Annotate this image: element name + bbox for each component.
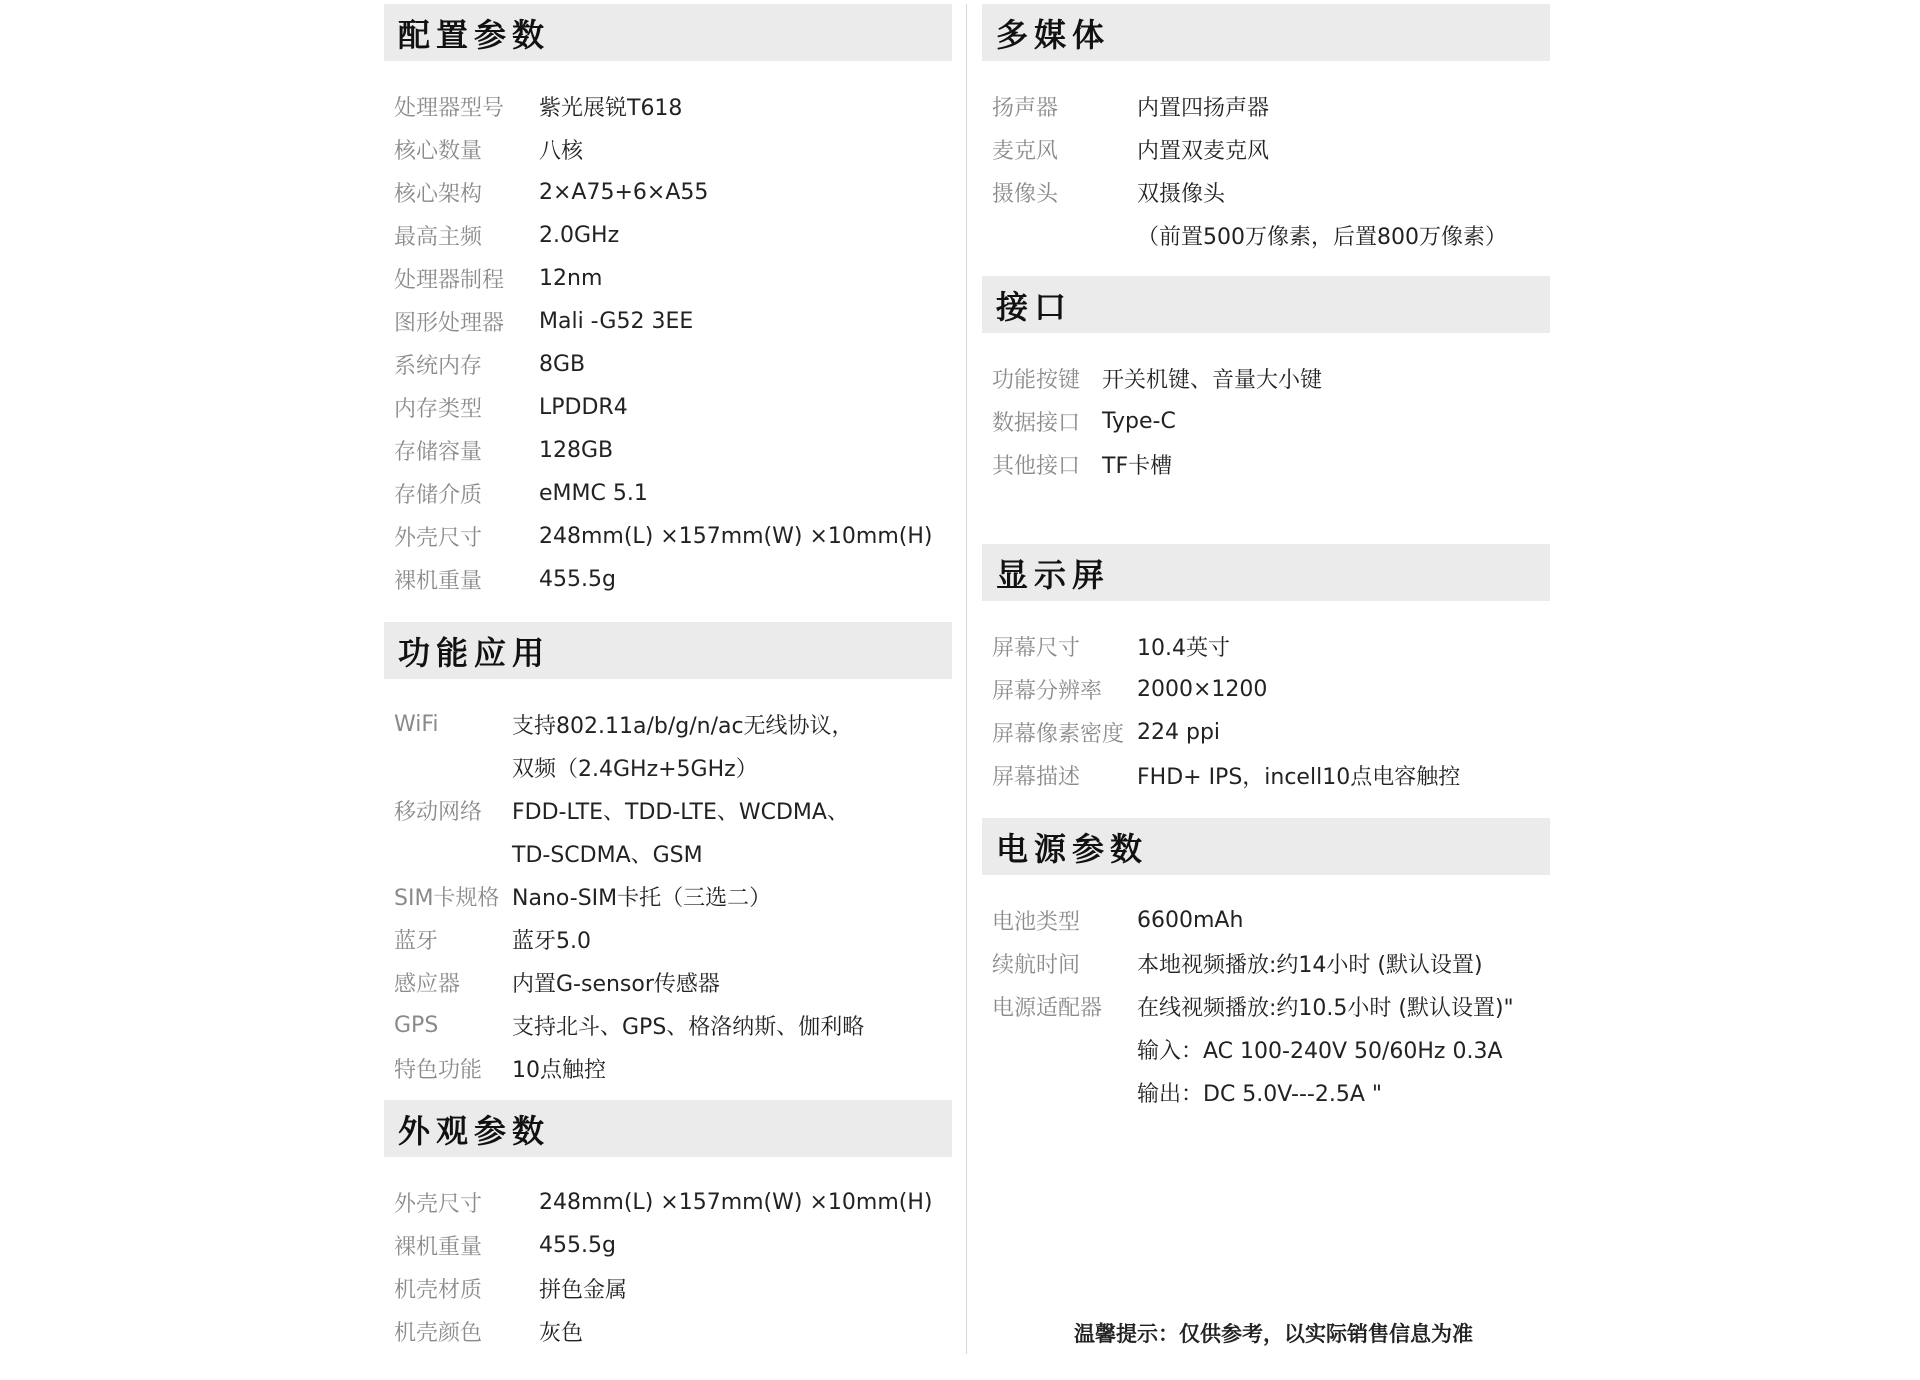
- spec-label: 图形处理器: [394, 311, 505, 336]
- spec-row: [384, 1267, 952, 1310]
- spec-row: [982, 942, 1550, 985]
- column-divider: [966, 4, 967, 1354]
- spec-value: 455.5g: [539, 1233, 616, 1258]
- section-title-ports: 接口: [996, 287, 1073, 326]
- disclaimer-notice: 温馨提示：仅供参考，以实际销售信息为准: [1074, 1322, 1473, 1346]
- spec-label: GPS: [394, 1013, 439, 1038]
- spec-row: [384, 343, 952, 386]
- section-features: [384, 622, 952, 1090]
- spec-row: [384, 1004, 952, 1047]
- spec-label: 扬声器: [992, 96, 1059, 121]
- spec-value: 支持802.11a/b/g/n/ac无线协议，: [512, 714, 854, 739]
- spec-row: [982, 754, 1550, 797]
- spec-label: 感应器: [394, 972, 461, 997]
- spec-value: 开关机键、音量大小键: [1102, 368, 1323, 393]
- spec-value: 蓝牙5.0: [512, 929, 591, 954]
- spec-row: [384, 128, 952, 171]
- spec-value: 支持北斗、GPS、格洛纳斯、伽利略: [512, 1015, 865, 1040]
- spec-value: Mali -G52 3EE: [539, 309, 694, 334]
- spec-list-multimedia: [982, 85, 1550, 257]
- spec-row: [982, 668, 1550, 711]
- spec-value: FDD-LTE、TDD-LTE、WCDMA、: [512, 800, 849, 825]
- spec-value: 2×A75+6×A55: [539, 180, 709, 205]
- spec-label: 存储容量: [394, 440, 483, 465]
- spec-value: 2000×1200: [1137, 677, 1268, 702]
- section-header-display: [982, 544, 1550, 601]
- section-title-display: 显示屏: [996, 555, 1111, 594]
- spec-value: （前置500万像素，后置800万像素）: [1137, 225, 1507, 250]
- spec-label: 外壳尺寸: [394, 1192, 483, 1217]
- spec-value: 6600mAh: [1137, 908, 1244, 933]
- spec-label: SIM卡规格: [394, 886, 500, 911]
- spec-value: 紫光展锐T618: [539, 96, 683, 121]
- spec-value: 输出：DC 5.0V---2.5A ": [1137, 1082, 1383, 1107]
- spec-value: 224 ppi: [1137, 720, 1221, 745]
- section-header-power: [982, 818, 1550, 875]
- spec-value: Type-C: [1102, 409, 1176, 434]
- spec-label: 存储介质: [394, 483, 483, 508]
- spec-label: 麦克风: [992, 139, 1059, 164]
- section-power: [982, 818, 1550, 1114]
- spec-row: [384, 1224, 952, 1267]
- spec-row: [982, 711, 1550, 754]
- spec-label: 裸机重量: [394, 1235, 483, 1260]
- section-header-config: [384, 4, 952, 61]
- section-multimedia: [982, 4, 1550, 257]
- spec-value: 10点触控: [512, 1058, 606, 1083]
- spec-value: FHD+ IPS，incell10点电容触控: [1137, 765, 1461, 790]
- spec-row: [384, 789, 952, 832]
- section-title-config: 配置参数: [398, 15, 551, 54]
- spec-value: 内置四扬声器: [1137, 96, 1270, 121]
- spec-row: [384, 300, 952, 343]
- spec-value: 本地视频播放:约14小时 (默认设置): [1137, 953, 1483, 978]
- spec-value: 内置双麦克风: [1137, 139, 1270, 164]
- spec-label: 屏幕尺寸: [992, 636, 1081, 661]
- spec-label: 特色功能: [394, 1058, 483, 1083]
- spec-label: 屏幕像素密度: [992, 722, 1125, 747]
- section-config: [384, 4, 952, 601]
- spec-value: 拼色金属: [539, 1278, 628, 1303]
- spec-value: 128GB: [539, 438, 614, 463]
- spec-row: [384, 257, 952, 300]
- section-title-multimedia: 多媒体: [996, 15, 1111, 54]
- spec-label: 数据接口: [992, 411, 1081, 436]
- spec-row: [384, 918, 952, 961]
- spec-row: [982, 1028, 1550, 1071]
- spec-row: [384, 386, 952, 429]
- spec-row: [982, 214, 1550, 257]
- spec-value: 455.5g: [539, 567, 616, 592]
- spec-value: TF卡槽: [1102, 454, 1173, 479]
- spec-value: TD-SCDMA、GSM: [512, 843, 703, 868]
- spec-list-config: [384, 85, 952, 601]
- spec-row: [384, 515, 952, 558]
- section-title-appearance: 外观参数: [398, 1111, 551, 1150]
- spec-row: [384, 703, 952, 746]
- section-title-features: 功能应用: [398, 633, 551, 672]
- spec-row: [982, 443, 1550, 486]
- spec-row: [982, 357, 1550, 400]
- spec-row: [982, 85, 1550, 128]
- spec-row: [982, 899, 1550, 942]
- spec-row: [982, 985, 1550, 1028]
- spec-row: [384, 429, 952, 472]
- section-title-power: 电源参数: [996, 829, 1149, 868]
- spec-row: [982, 400, 1550, 443]
- spec-label: 电源适配器: [992, 996, 1103, 1021]
- spec-row: [384, 832, 952, 875]
- spec-row: [384, 558, 952, 601]
- spec-row: [384, 1181, 952, 1224]
- spec-label: 机壳颜色: [394, 1321, 483, 1346]
- spec-label: 摄像头: [992, 182, 1059, 207]
- spec-list-ports: [982, 357, 1550, 486]
- section-ports: [982, 276, 1550, 486]
- spec-label: 功能按键: [992, 368, 1081, 393]
- spec-value: 在线视频播放:约10.5小时 (默认设置)": [1137, 996, 1514, 1021]
- spec-label: 核心数量: [394, 139, 483, 164]
- spec-label: 屏幕描述: [992, 765, 1081, 790]
- spec-value: 双频（2.4GHz+5GHz）: [512, 757, 758, 782]
- section-header-multimedia: [982, 4, 1550, 61]
- spec-row: [384, 472, 952, 515]
- spec-list-features: [384, 703, 952, 1090]
- spec-row: [384, 214, 952, 257]
- spec-row: [982, 128, 1550, 171]
- spec-value: 内置G-sensor传感器: [512, 972, 720, 997]
- spec-label: 蓝牙: [394, 929, 439, 954]
- spec-label: 机壳材质: [394, 1278, 483, 1303]
- spec-row: [384, 85, 952, 128]
- spec-value: 8GB: [539, 352, 586, 377]
- spec-row: [384, 961, 952, 1004]
- spec-label: 屏幕分辨率: [992, 679, 1103, 704]
- spec-value: 12nm: [539, 266, 603, 291]
- spec-label: 续航时间: [992, 953, 1081, 978]
- spec-label: 裸机重量: [394, 569, 483, 594]
- spec-label: WiFi: [394, 712, 439, 737]
- spec-row: [982, 625, 1550, 668]
- spec-value: 248mm(L) ×157mm(W) ×10mm(H): [539, 1190, 933, 1215]
- spec-label: 外壳尺寸: [394, 526, 483, 551]
- spec-label: 内存类型: [394, 397, 483, 422]
- spec-row: [384, 1047, 952, 1090]
- spec-value: LPDDR4: [539, 395, 628, 420]
- section-display: [982, 544, 1550, 797]
- spec-list-display: [982, 625, 1550, 797]
- section-header-appearance: [384, 1100, 952, 1157]
- spec-value: 10.4英寸: [1137, 636, 1230, 661]
- spec-value: 八核: [539, 139, 584, 164]
- spec-label: 核心架构: [394, 182, 483, 207]
- spec-value: 双摄像头: [1137, 182, 1226, 207]
- spec-label: 电池类型: [992, 910, 1081, 935]
- spec-row: [982, 1071, 1550, 1114]
- spec-row: [384, 875, 952, 918]
- spec-value: eMMC 5.1: [539, 481, 648, 506]
- spec-row: [384, 171, 952, 214]
- spec-label: 移动网络: [394, 800, 483, 825]
- spec-label: 处理器型号: [394, 96, 505, 121]
- spec-list-power: [982, 899, 1550, 1114]
- spec-label: 系统内存: [394, 354, 483, 379]
- spec-value: 2.0GHz: [539, 223, 620, 248]
- spec-label: 最高主频: [394, 225, 483, 250]
- spec-value: 灰色: [539, 1321, 584, 1346]
- spec-row: [982, 171, 1550, 214]
- spec-list-appearance: [384, 1181, 952, 1353]
- section-appearance: [384, 1100, 952, 1353]
- section-header-ports: [982, 276, 1550, 333]
- spec-label: 处理器制程: [394, 268, 505, 293]
- spec-label: 其他接口: [992, 454, 1081, 479]
- spec-row: [384, 746, 952, 789]
- spec-value: 248mm(L) ×157mm(W) ×10mm(H): [539, 524, 933, 549]
- spec-value: 输入：AC 100-240V 50/60Hz 0.3A: [1137, 1039, 1503, 1064]
- spec-row: [384, 1310, 952, 1353]
- spec-value: Nano-SIM卡托（三选二）: [512, 886, 772, 911]
- section-header-features: [384, 622, 952, 679]
